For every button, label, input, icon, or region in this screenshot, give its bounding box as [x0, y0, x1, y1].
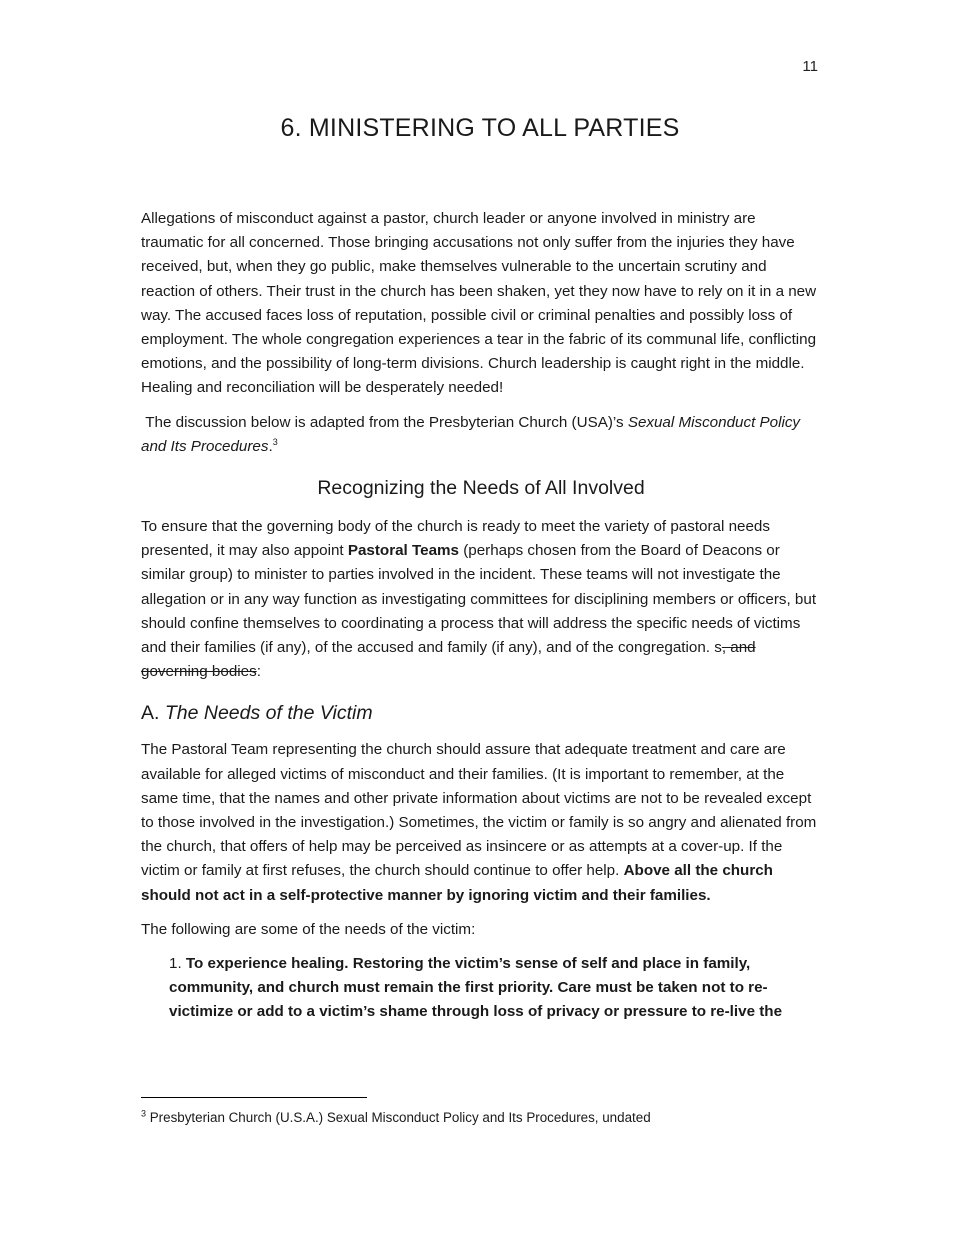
- needs-list-item-1: [169, 952, 821, 1025]
- section-heading: Recognizing the Needs of All Involved: [317, 477, 645, 500]
- body-content: [141, 207, 821, 1035]
- teams-end: :: [256, 663, 261, 681]
- strikethrough-text: , and governing bodies: [141, 639, 756, 681]
- teams-text-1: To ensure that the governing body of the church is ready to meet the variety of pastoral needs presented, it may also appoint: [141, 518, 770, 560]
- source-suffix: .: [268, 437, 273, 455]
- footnote-divider: [141, 1097, 367, 1098]
- item-bold-text: To experience healing. Restoring the victim’s sense of self and place in family, community, and church must remain the first priority. Care must be taken not to re-victimize or add to a victim’s shame through loss of privacy or pressure to re-live the: [169, 955, 783, 1021]
- subheading-prefix: A.: [141, 702, 165, 725]
- subheading-title: The Needs of the Victim: [164, 702, 373, 725]
- victim-subheading: [141, 698, 821, 728]
- footnote-reference[interactable]: 3: [272, 436, 278, 447]
- intro-paragraph: Allegations of misconduct against a pastor, church leader or anyone involved in ministry are traumatic for all concerned. Those bringing accusations not only suffer from the injuries they have received, but, when they go public, make themselves vulnerable to the uncertain scrutiny and reaction of others. Their trust in the church has been shaken, yet they now have to rely on it in a new way. The accused faces loss of reputation, possible civil or criminal penalties and possibly loss of employment. The whole congregation experiences a tear in the fabric of its communal life, conflicting emotions, and the possibility of long-term divisions. Church leadership is caught right in the middle. Healing and reconciliation will be desperately needed!: [141, 210, 817, 397]
- teams-text-2: (perhaps chosen from the Board of Deacons or similar group) to minister to parties involved in the incident. These teams will not investigate the allegation or in any way function as investigating committees for disciplining members or officers, but should confine themselves to coordinating a process that will address the specific needs of victims and their families (if any), of the accused and family (if any), and of the congregation. s: [141, 542, 817, 657]
- item-number: 1.: [169, 955, 186, 973]
- footnote-marker: 3: [141, 1108, 147, 1119]
- victim-paragraph: [141, 738, 821, 907]
- victim-text: The Pastoral Team representing the church should assure that adequate treatment and care are available for alleged victims of misconduct and their families. (It is important to remember, at the same time, that the names and other private information about victims are not to be revealed except to those involved in the investigation.) Sometimes, the victim or family is so angry and alienated from the church, that offers of help may be perceived as insincere or as attempts at a cover-up. If the victim or family at first refuses, the church should continue to offer help.: [141, 741, 817, 880]
- chapter-title: 6. MINISTERING TO ALL PARTIES: [280, 114, 680, 142]
- pastoral-teams-paragraph: [141, 515, 821, 684]
- victim-bold-text: Above all the church should not act in a self-protective manner by ignoring victim and their families.: [141, 862, 773, 904]
- teams-bold-term: Pastoral Teams: [347, 542, 459, 560]
- source-title: Sexual Misconduct Policy and Its Procedures: [141, 413, 801, 455]
- footnote: [141, 1108, 821, 1128]
- source-prefix: The discussion below is adapted from the Presbyterian Church (USA)’s: [141, 413, 628, 431]
- page-number: 11: [802, 58, 818, 75]
- footnote-text: Presbyterian Church (U.S.A.) Sexual Misconduct Policy and Its Procedures, undated: [146, 1110, 651, 1125]
- needs-intro: The following are some of the needs of the victim:: [141, 920, 476, 938]
- source-paragraph: [141, 411, 821, 459]
